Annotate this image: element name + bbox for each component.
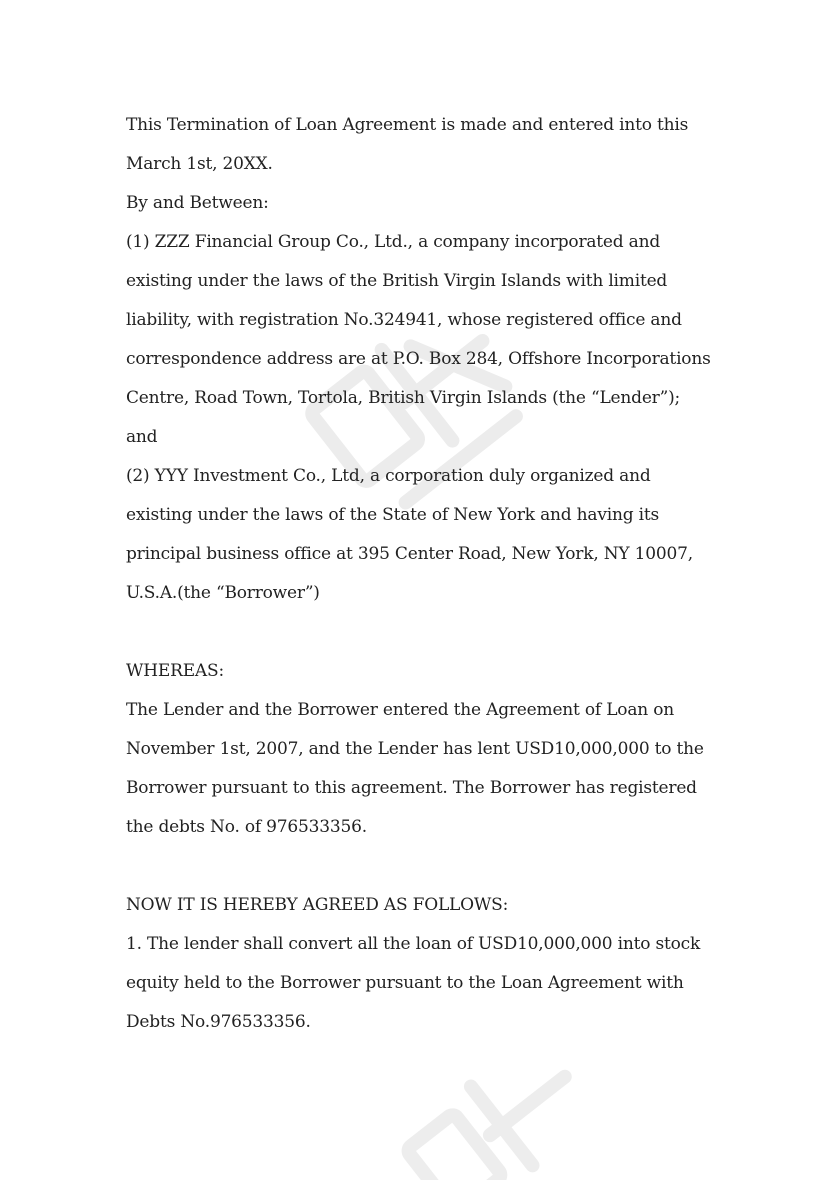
intro-paragraph: This Termination of Loan Agreement is made and entered into this March 1st, 20XX. [126, 115, 694, 174]
party-borrower-paragraph: (2) YYY Investment Co., Ltd, a corporation duly organized and existing under the laws of the State of New York and having its principal business office at 395 Center Road, New York, NY 10007, U.S.A.(the “Borrower”) [126, 466, 699, 603]
whereas-heading: WHEREAS: [126, 661, 224, 681]
parties-heading: By and Between: [126, 193, 269, 213]
document-body [126, 106, 716, 1042]
clause-1-paragraph: 1. The lender shall convert all the loan of USD10,000,000 into stock equity held to the Borrower pursuant to the Loan Agreement with Debts No.976533356. [126, 934, 706, 1032]
party-lender-paragraph: (1) ZZZ Financial Group Co., Ltd., a company incorporated and existing under the laws of the British Virgin Islands with limited liability, with registration No.324941, whose registered office and correspondence address are at P.O. Box 284, Offshore Incorporations Centre, Road Town, Tortola, British Virgin Islands (the “Lender”); and [126, 232, 716, 447]
whereas-paragraph: The Lender and the Borrower entered the Agreement of Loan on November 1st, 2007, and the Lender has lent USD10,000,000 to the Borrower pursuant to this agreement. The Borrower has registered the debts No. of 976533356. [126, 700, 709, 837]
paragraph-spacer [126, 847, 716, 886]
watermark-mark-lower [380, 1040, 620, 1180]
paragraph-spacer [126, 613, 716, 652]
agreement-heading: NOW IT IS HEREBY AGREED AS FOLLOWS: [126, 895, 509, 915]
